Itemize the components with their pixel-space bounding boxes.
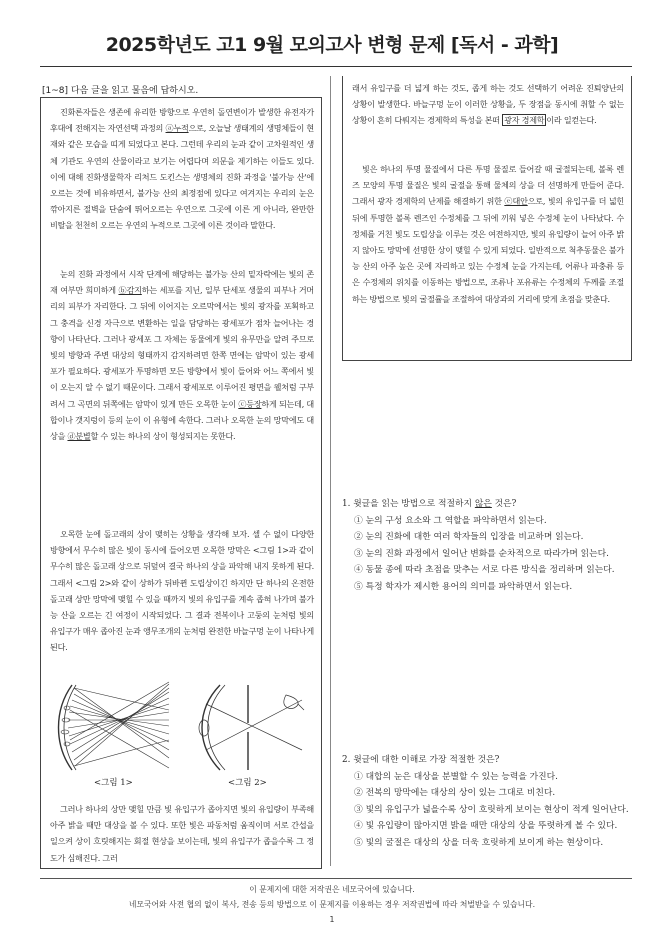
q2-option-5[interactable] xyxy=(354,835,637,852)
q1-stem-a: 1. 윗글을 읽는 방법으로 적절하지 xyxy=(342,499,475,509)
q2-option-3[interactable] xyxy=(354,802,637,819)
p1-text-a: 진화론자들은 생존에 유리한 방향으로 우연히 돌연변이가 발생한 유전자가 후대에 전해지는 자연선택 과정의 xyxy=(50,107,314,134)
option-number: ③ xyxy=(354,548,363,559)
option-text: 빛의 유입구가 넓을수록 상이 흐릿하게 보이는 현상이 적게 일어난다. xyxy=(365,804,629,815)
passage-paragraph-3: 오목한 눈에 돌고래의 상이 맺히는 상황을 생각해 보자. 셀 수 없이 다양한 방향에서 무수히 많은 빛이 동시에 들어오면 오목한 망막은 <그림 1>과 같이 무수히 많은 돌고래 상으로 뒤덮여 결국 하나의 상을 파악해 내지 못하게 된다. 그래서 <그림 2>와 같이 상하가 뒤바뀐 도립상이긴 하지만 단 하나의 온전한 돌고래 상만 망막에 맺힐 수 있을 때까지 빛의 유입구를 계속 좁혀 나가며 불가능 산을 오르는 긴 여정이 시작되었다. 그 결과 전복이나 고둥의 눈처럼 빛의 유입구가 매우 좁아진 눈과 앵무조개의 눈처럼 완전한 바늘구멍 눈이 나타나게 된다. xyxy=(50,529,314,653)
option-number: ① xyxy=(354,515,363,526)
q1-option-2[interactable] xyxy=(354,529,637,546)
option-text: 눈의 진화 과정에서 일어난 변화를 순차적으로 따라가며 읽는다. xyxy=(365,548,609,559)
option-text: 빛 유입량이 많아지면 밝을 때만 대상의 상을 뚜렷하게 볼 수 있다. xyxy=(365,821,618,831)
option-text: 전복의 망막에는 대상의 상이 있는 그대로 비친다. xyxy=(365,788,556,798)
option-number: ⑤ xyxy=(354,581,363,592)
marker-b: ⓑ감지 xyxy=(118,285,142,296)
page-number: 1 xyxy=(329,915,335,924)
boxed-term: 광자 경제학 xyxy=(504,115,545,126)
question-2 xyxy=(342,752,637,851)
q1-stem-emphasis: 않은 xyxy=(474,499,492,509)
r1-text-a: 래서 유입구를 더 넓게 하는 것도, 좁게 하는 것도 선택하기 어려운 진퇴양난의 상황이 발생한다. 바늘구멍 눈이 이러한 상황을, 두 장점을 동시에 취할 수 없는 상황이 흔히 다뤄지는 경제학의 특성을 본떠 xyxy=(352,83,624,126)
passage-paragraph-2 xyxy=(50,266,314,444)
figure-2-caption: <그림 2> xyxy=(228,778,267,788)
figure-2 xyxy=(190,680,310,775)
r2-text-b: 으로, 빛의 유입구를 더 넓힌 뒤에 투명한 볼록 렌즈인 수정체를 그 뒤에 끼워 넣은 수정체 눈이 나타났다. 수정체를 거친 빛도 도립상을 이루는 것은 여전하지만, 빛의 유입량이 늘어 아주 밝지 않아도 망막에 선명한 상이 맺힐 수 있게 되었다. 일반적으로 척추동물은 불가능 산의 아주 높은 곳에 자리하고 있는 수정체 눈을 가지는데, 어류나 파충류 등은 수정체의 위치를 이동하는 방법으로, 조류나 포유류는 수정체의 두께를 조절하는 방법으로 빛의 굴절률을 조절하여 대상과의 거리에 맞게 초점을 맞춘다. xyxy=(352,196,624,304)
question-2-stem: 2. 윗글에 대한 이해로 가장 적절한 것은? xyxy=(342,755,500,765)
p2-text-d: 할 수 있는 하나의 상이 형성되지는 못한다. xyxy=(90,431,236,442)
option-text: 빛의 굴절은 대상의 상을 더욱 흐릿하게 보이게 하는 현상이다. xyxy=(365,837,604,848)
passage-paragraph-4: 그러나 하나의 상만 맺힐 만큼 빛 유입구가 좁아지면 빛의 유입량이 부족해 아주 밝을 때만 대상을 볼 수 있다. 또한 빛은 파동처럼 움직이며 서로 간섭을 일으켜 상이 흐릿해지는 회절 현상을 보이는데, 빛의 유입구가 좁을수록 그 정도가 심해진다. 그러 xyxy=(50,804,314,863)
option-number: ① xyxy=(354,771,363,782)
q2-option-1[interactable] xyxy=(354,769,637,786)
option-number: ④ xyxy=(354,565,363,575)
q2-option-4[interactable] xyxy=(354,818,637,835)
option-number: ⑤ xyxy=(354,837,363,848)
title-divider xyxy=(40,66,632,67)
passage-paragraph-1 xyxy=(50,104,314,234)
passage-paragraph-4-cont xyxy=(352,80,624,129)
figure-1-caption: <그림 1> xyxy=(94,778,133,788)
p2-text-a: 눈의 진화 과정에서 시작 단계에 해당하는 불가능 산의 밑자락에는 빛의 존재 여부만 희미하게 xyxy=(50,269,314,296)
q1-option-4[interactable] xyxy=(354,562,637,579)
q1-option-5[interactable] xyxy=(354,579,637,596)
marker-e: ⓔ대안 xyxy=(504,196,528,207)
footer-divider xyxy=(40,878,632,879)
figure-1 xyxy=(54,680,174,775)
p2-text-b: 하는 세포를 지닌, 일부 단세포 생물의 피부나 거머리의 피부가 자리한다. 그 뒤에 이어지는 오르막에서는 빛의 광자를 포획하고 그 충격을 신경 자극으로 변환하는 일을 담당하는 광세포가 점차 늘어나는 경향이 나타난다. 그러나 광세포 그 자체는 동물에게 빛의 유무만을 알려 주므로 빛의 방향과 주변 대상의 형태까지 감지하려면 한쪽 면에는 암막이 있는 광세포가 필요하다. 광세포가 투명하면 모든 방향에서 빛이 들어와 어느 쪽에서 빛이 오는지 알 수 없기 때문이다. 그래서 광세포로 이루어진 평면을 웰처럼 구부려서 그 곡면의 뒤쪽에는 암막이 있게 만든 오목한 눈이 xyxy=(50,285,314,409)
marker-a: ⓐ누적 xyxy=(165,123,189,134)
r2-text-a: 빛은 하나의 투명 물질에서 다른 투명 물질로 들어갈 때 굴절되는데, 볼록 렌즈 모양의 투명 물질은 빛의 굴절을 통해 물체의 상을 더 선명하게 만들어 준다. 그래서 광자 경제학의 난제를 해결하기 위한 xyxy=(352,164,624,207)
p2-text-c: 하게 되는데, 대합이나 갯지렁이 등의 눈이 이 유형에 속한다. 그러나 오목한 눈의 망막에도 대상을 xyxy=(50,398,315,442)
r1-text-b: 이라 일컫는다. xyxy=(546,115,597,126)
column-divider xyxy=(330,76,331,866)
p1-text-b: 으로, 오늘날 생태계의 생명체들이 현재와 같은 모습을 띠게 되었다고 본다. 그런데 우리의 눈과 같이 고차원적인 생체 기관도 우연의 산물이라고 보기는 어렵다며 의문을 제기하는 이들도 있다. 이에 대해 진화생물학자 리처드 도킨스는 생명체의 진화 과정을 '불가능 산'에 오르는 것에 비유하면서, 불가능 산의 최정점에 있다고 여겨지는 우리의 눈은 깎아지른 절벽을 단숨에 뛰어오르는 우연으로 그곳에 이른 게 아니라, 완만한 비탈을 천천히 오르는 우연의 누적으로 그곳에 이른 것이라 말한다. xyxy=(50,123,315,231)
option-text: 특정 학자가 제시한 용어의 의미를 파악하면서 읽는다. xyxy=(365,581,573,592)
q1-stem-b: 것은? xyxy=(491,499,517,509)
option-text: 대합의 눈은 대상을 분별할 수 있는 능력을 가진다. xyxy=(365,771,558,782)
option-number: ② xyxy=(354,532,363,542)
marker-d: ⓓ분별 xyxy=(67,431,91,442)
q2-option-2[interactable] xyxy=(354,785,637,802)
question-1-stem xyxy=(342,496,637,513)
q1-option-1[interactable] xyxy=(354,513,637,530)
option-text: 동물 종에 따라 초점을 맞추는 서로 다른 방식을 정리하며 읽는다. xyxy=(365,565,615,575)
option-text: 눈의 구성 요소와 그 역할을 파악하면서 읽는다. xyxy=(365,515,547,526)
copyright-line-2: 네모국어와 사전 협의 없이 복사, 전송 등의 방법으로 이 문제지를 이용하는 경우 저작권법에 따라 처벌받을 수 있습니다. xyxy=(128,900,536,909)
marker-c: ⓒ등장 xyxy=(238,398,262,409)
instruction: [1~8] 다음 글을 읽고 물음에 답하시오. xyxy=(42,86,199,96)
option-text: 눈의 진화에 대한 여러 학자들의 입장을 비교하며 읽는다. xyxy=(365,532,584,542)
question-1 xyxy=(342,496,637,595)
option-number: ② xyxy=(354,788,363,798)
page-title: 2025학년도 고1 9월 모의고사 변형 문제 [독서 - 과학] xyxy=(105,34,559,56)
passage-paragraph-5 xyxy=(352,161,624,307)
option-number: ④ xyxy=(354,821,363,831)
option-number: ③ xyxy=(354,804,363,815)
copyright-line-1: 이 문제지에 대한 저작권은 네모국어에 있습니다. xyxy=(249,885,415,894)
q1-option-3[interactable] xyxy=(354,546,637,563)
